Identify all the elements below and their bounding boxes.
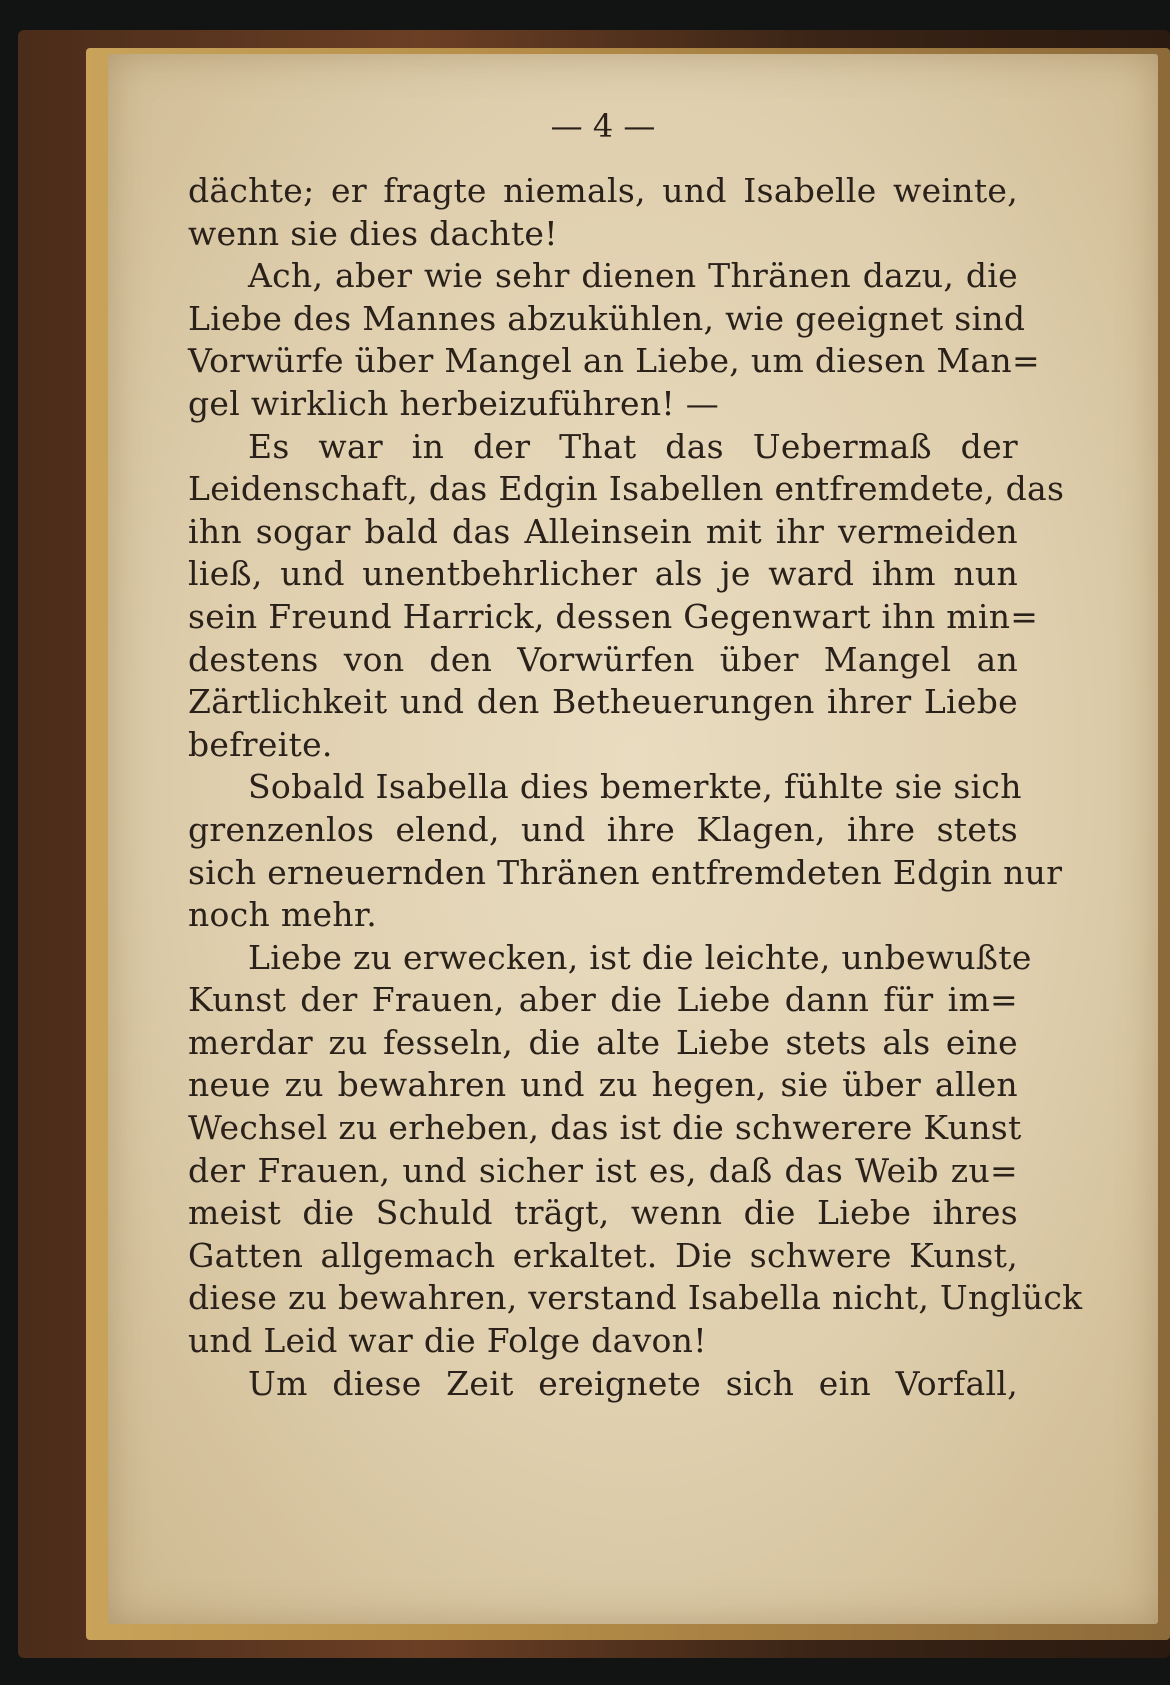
- text-line: wenn sie dies dachte!: [188, 213, 558, 253]
- text-line: Sobald Isabella dies bemerkte, fühlte sie sich: [248, 767, 1022, 807]
- text-line: gel wirklich herbeizuführen! —: [188, 383, 720, 423]
- text-line: Liebe des Mannes abzukühlen, wie geeignet sind: [188, 298, 1026, 338]
- text-line: noch mehr.: [188, 895, 378, 935]
- text-line: befreite.: [188, 724, 333, 764]
- book-page: [108, 54, 1158, 1624]
- text-line: ihn sogar bald das Alleinsein mit ihr vermeiden: [188, 511, 1018, 551]
- text-line: Gatten allgemach erkaltet. Die schwere Kunst,: [188, 1235, 1018, 1275]
- text-line: Kunst der Frauen, aber die Liebe dann für im=: [188, 980, 1018, 1020]
- page-number: — 4 —: [550, 107, 656, 145]
- text-line: Vorwürfe über Mangel an Liebe, um diesen Man=: [188, 341, 1040, 381]
- text-line: Um diese Zeit ereignete sich ein Vorfall,: [248, 1363, 1018, 1403]
- text-line: Ach, aber wie sehr dienen Thränen dazu, die: [248, 256, 1018, 296]
- text-line: diese zu bewahren, verstand Isabella nicht, Unglück: [188, 1278, 1083, 1318]
- text-line: destens von den Vorwürfen über Mangel an: [188, 639, 1018, 679]
- text-line: sich erneuernden Thränen entfremdeten Edgin nur: [188, 852, 1063, 892]
- text-line: Zärtlichkeit und den Betheuerungen ihrer Liebe: [188, 682, 1018, 722]
- text-line: neue zu bewahren und zu hegen, sie über allen: [188, 1065, 1018, 1105]
- text-line: ließ, und unentbehrlicher als je ward ihm nun: [188, 554, 1018, 594]
- text-line: dächte; er fragte niemals, und Isabelle weinte,: [188, 171, 1018, 210]
- text-line: und Leid war die Folge davon!: [188, 1321, 707, 1361]
- text-line: sein Freund Harrick, dessen Gegenwart ihn min=: [188, 596, 1039, 636]
- page-text: [188, 106, 1083, 1405]
- text-line: Liebe zu erwecken, ist die leichte, unbewußte: [248, 937, 1032, 977]
- text-line: meist die Schuld trägt, wenn die Liebe ihres: [188, 1193, 1018, 1233]
- text-line: Es war in der That das Uebermaß der: [248, 426, 1018, 466]
- text-line: Leidenschaft, das Edgin Isabellen entfremdete, das: [188, 469, 1065, 509]
- text-line: merdar zu fesseln, die alte Liebe stets als eine: [188, 1022, 1018, 1062]
- text-line: der Frauen, und sicher ist es, daß das Weib zu=: [188, 1150, 1018, 1190]
- text-line: Wechsel zu erheben, das ist die schwerere Kunst: [188, 1108, 1022, 1148]
- text-line: grenzenlos elend, und ihre Klagen, ihre stets: [188, 809, 1018, 849]
